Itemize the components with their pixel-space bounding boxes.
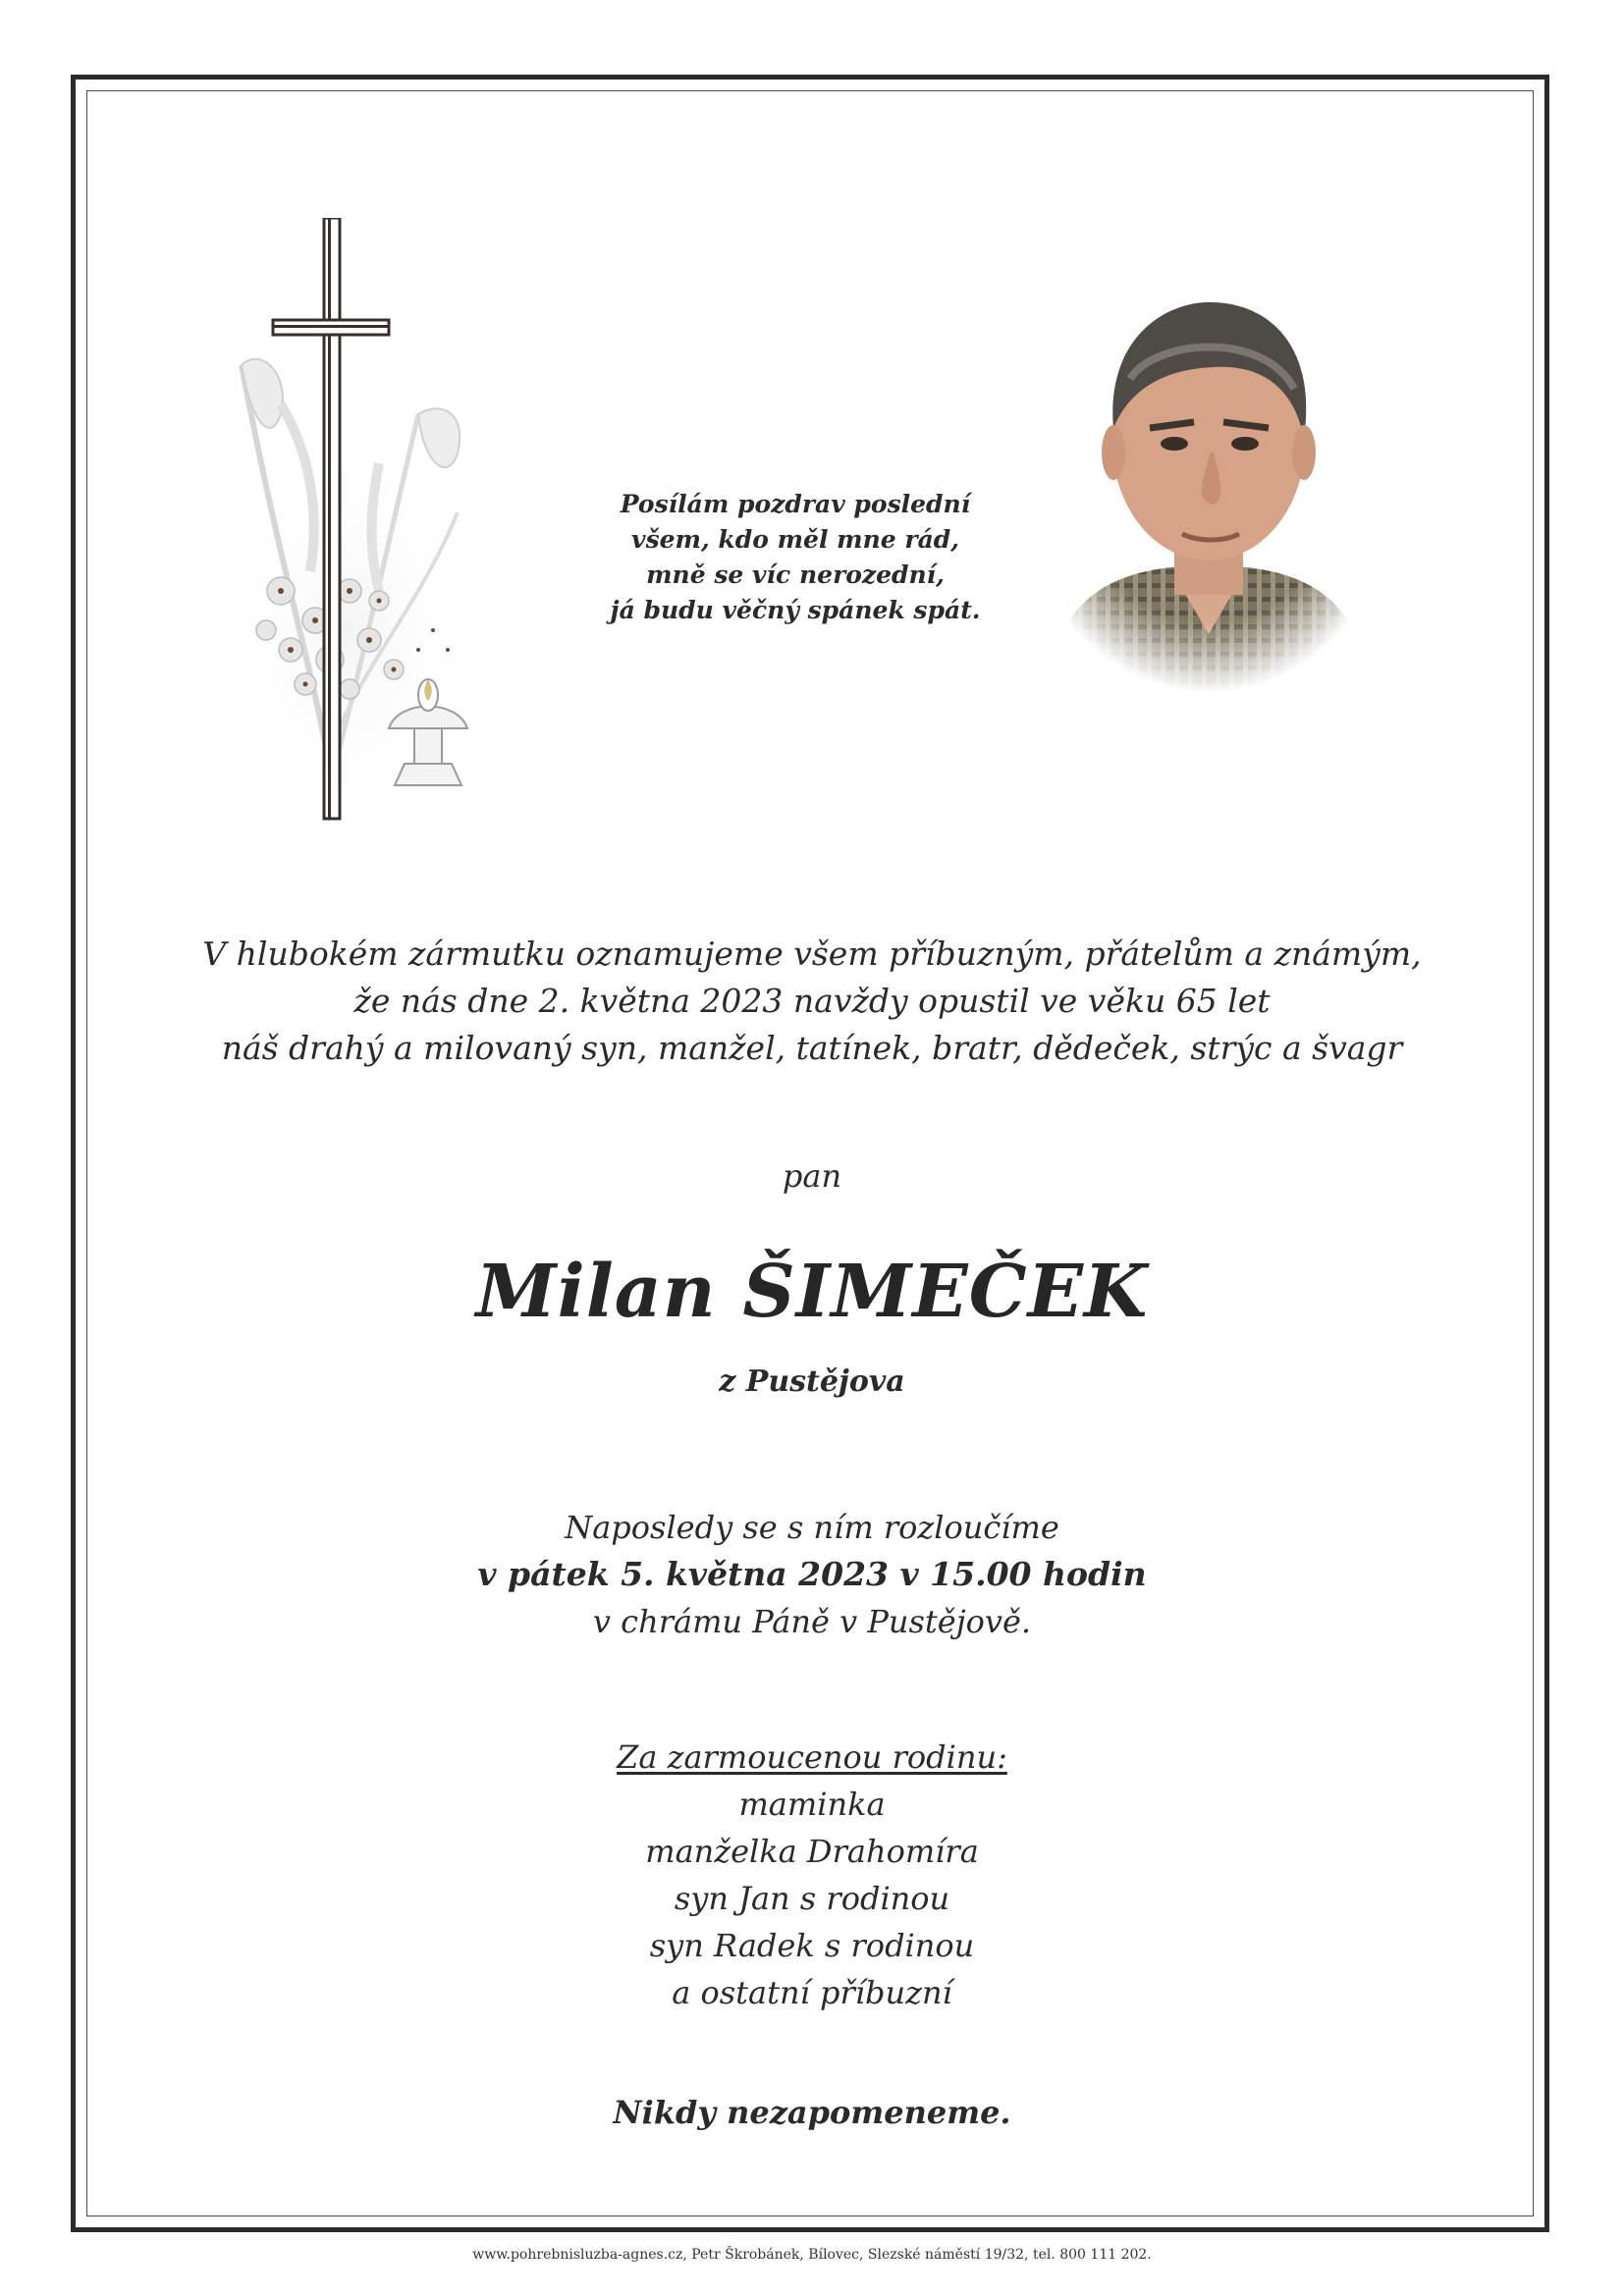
announcement-text	[0, 931, 1624, 1072]
family-member: a ostatní příbuzní	[672, 1974, 952, 2011]
family-list	[0, 1734, 1624, 2016]
verse-line: všem, kdo měl mne rád,	[631, 525, 959, 554]
salutation: pan	[782, 1157, 842, 1195]
announcement-line: V hlubokém zármutku oznamujeme všem příbuzným, přátelům a známým,	[202, 934, 1422, 973]
portrait-photo	[1037, 281, 1380, 693]
announcement-line: náš drahý a milovaný syn, manžel, tatínek, bratr, dědeček, strýc a švagr	[221, 1029, 1403, 1067]
announcement-line: že nás dne 2. května 2023 navždy opustil ve věku 65 let	[353, 982, 1271, 1020]
ceremony-place: v chrámu Páně v Pustějově.	[592, 1603, 1032, 1640]
footer-contact: www.pohrebnisluzba-agnes.cz, Petr Škrobánek, Bílovec, Slezské náměstí 19/32, tel. 800 111 202.	[472, 2247, 1152, 2263]
ceremony-info	[0, 1504, 1624, 1645]
family-member: manželka Drahomíra	[645, 1833, 979, 1870]
verse-line: mně se víc nerozední,	[646, 561, 945, 589]
closing-line: Nikdy nezapomeneme.	[613, 2094, 1011, 2131]
family-member: syn Radek s rodinou	[649, 1927, 975, 1964]
family-member: syn Jan s rodinou	[674, 1880, 950, 1917]
cross-with-lilies-icon	[222, 218, 516, 830]
family-member: maminka	[738, 1786, 886, 1823]
deceased-name: Milan ŠIMEČEK	[475, 1250, 1149, 1334]
origin: z Pustějova	[719, 1364, 905, 1399]
verse-line: já budu věčný spánek spát.	[610, 596, 981, 624]
ceremony-datetime: v pátek 5. května 2023 v 15.00 hodin	[477, 1555, 1147, 1593]
ceremony-line: Naposledy se s ním rozloučíme	[565, 1509, 1059, 1546]
family-heading: Za zarmoucenou rodinu:	[617, 1738, 1007, 1776]
verse-line: Posílám pozdrav poslední	[620, 490, 971, 518]
farewell-verse	[550, 487, 1041, 628]
